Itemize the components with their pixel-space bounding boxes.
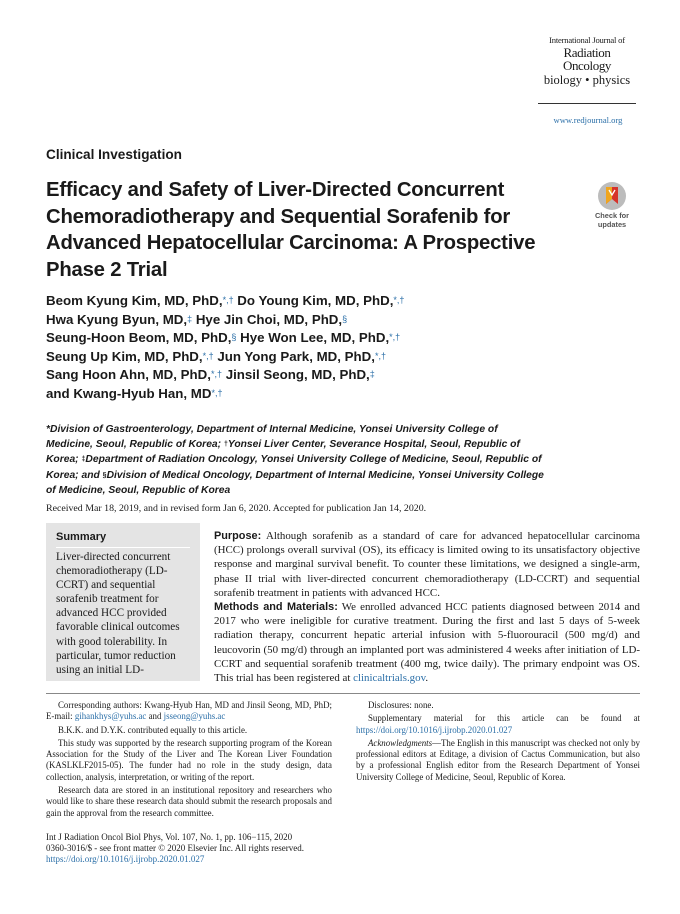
author-affiliation-mark[interactable]: *,† [374, 350, 386, 361]
author-name: Hwa Kyung Byun, MD, [46, 311, 188, 327]
affiliation-3: Department of Radiation Oncology, Yonsei University College of Medicine, Seoul, Republic of Korea; and [46, 454, 542, 481]
journal-url-link[interactable]: www.redjournal.org [553, 115, 623, 125]
badge-text-line2: updates [597, 219, 627, 229]
supplementary-text: Supplementary material for this article can be found at [368, 713, 640, 724]
author-name: Sang Hoon Ahn, MD, PhD, [46, 367, 211, 383]
badge-text [587, 212, 637, 229]
bookmark-icon [604, 187, 620, 205]
doi-link[interactable]: https://doi.org/10.1016/j.ijrobp.2020.01.027 [46, 854, 205, 865]
citation [46, 832, 346, 866]
affiliation-1: *Division of Gastroenterology, Department of Internal Medicine, Yonsei University College of Medicine, Seoul, Republic of Korea; [46, 424, 498, 451]
author-affiliation-mark[interactable]: ‡ [369, 369, 375, 380]
methods-heading: Methods and Materials: [214, 601, 338, 614]
clinicaltrials-link[interactable]: clinicaltrials.gov [353, 672, 426, 685]
purpose-heading: Purpose: [214, 530, 262, 542]
author-affiliation-mark[interactable]: *,† [211, 387, 223, 398]
acknowledgments-note [356, 738, 640, 783]
journal-name-line1: International Journal of [549, 35, 625, 45]
acknowledgments-label: Acknowledgments [368, 737, 433, 748]
journal-biology: biology [543, 72, 583, 87]
author-name: Jun Yong Park, MD, PhD, [217, 348, 375, 364]
author-affiliation-mark[interactable]: *,† [202, 350, 214, 361]
summary-title: Summary [56, 531, 107, 543]
acknowledgments-text: —The English in this manuscript was checked not only by professional editors at Editage, a division of Cactus Communication, but also by a professional English editor from the Research Department of Yonsei University College of Medicine, Seoul, Republic of Korea. [356, 737, 640, 782]
author-name: Do Young Kim, MD, PhD, [237, 293, 394, 308]
author-affiliation-mark[interactable]: § [342, 313, 348, 324]
author-affiliation-mark[interactable]: ‡ [187, 313, 193, 324]
author-affiliation-mark[interactable]: *,† [393, 295, 405, 305]
author-affiliation-mark[interactable]: *,† [210, 369, 222, 380]
funding-note: This study was supported by the research supporting program of the Korean Association for the Study of the Liver and The Korean Liver Foundation (KASLKLF2015-05). The funder had no role in the study design, data collection, analysis, interpretation, or writing of the report. [46, 737, 332, 782]
author-affiliation-mark[interactable]: § [231, 332, 237, 343]
footnotes-right [356, 700, 640, 785]
author-name: and Kwang-Hyub Han, MD [46, 385, 212, 401]
supplementary-note [356, 713, 640, 736]
methods-end: . [425, 672, 429, 685]
author-affiliation-mark[interactable]: *,† [389, 332, 401, 343]
journal-logo [539, 36, 635, 86]
email-link[interactable]: jsseong@yuhs.ac [163, 711, 226, 722]
supplementary-link[interactable]: https://doi.org/10.1016/j.ijrobp.2020.01.027 [356, 724, 513, 735]
author-name: Seung-Hoon Beom, MD, PhD, [46, 330, 232, 346]
affiliation-2: Yonsei Liver Center, Severance Hospital, Seoul, Republic of Korea; [46, 439, 520, 466]
author-name: Hye Jin Choi, MD, PhD, [195, 311, 343, 327]
author-affiliation-mark[interactable]: *,† [222, 295, 234, 305]
affiliations [46, 422, 546, 498]
citation-line1: Int J Radiation Oncol Biol Phys, Vol. 107, No. 1, pp. 106−115, 2020 [46, 832, 293, 842]
received-dates: Received Mar 18, 2019, and in revised form Jan 6, 2020. Accepted for publication Jan 14, 2020. [46, 503, 427, 514]
purpose-text: Although sorafenib as a standard of care for advanced hepatocellular carcinoma (HCC) prolongs overall survival (OS), its efficacy is limited owing to its unsatisfactory objective response and marginal survival benefit. To counter these limitations, we designed a single-arm, phase II trial with liver-directed concurrent chemoradiotherapy (LD-CCRT) and sequential sorafenib treatment in patients with advanced HCC. [214, 530, 640, 599]
author-list [46, 292, 496, 404]
section-label: Clinical Investigation [46, 147, 182, 162]
journal-bullet: • [585, 72, 590, 87]
affiliation-4: Division of Medical Oncology, Department of Internal Medicine, Yonsei University College of Medicine, Seoul, Republic of Korea [46, 469, 544, 496]
author-name: Beom Kyung Kim, MD, PhD, [46, 293, 223, 308]
summary-box [46, 523, 200, 681]
abstract [214, 529, 640, 685]
author-name: Jinsil Seong, MD, PhD, [225, 367, 370, 383]
author-name: Seung Up Kim, MD, PhD, [46, 348, 203, 364]
journal-physics: physics [592, 72, 631, 87]
methods-text: We enrolled advanced HCC patients diagnosed between 2014 and 2017 who were ineligible for curative treatment. During the first and last 5 days of 5-week radiation therapy, concurrent hepatic arterial infusion with 5-fluorouracil (500 mg/d) and leucovorin (50 mg/d) through an implanted port was administered 4 weeks after initiation of LD-CCRT and sequential sorafenib treatment (400 mg, twice daily). The primary endpoint was OS. This trial has been registered at [214, 601, 640, 685]
journal-name-line2: Radiation Oncology [562, 44, 612, 73]
footnotes-left [46, 700, 332, 821]
citation-line2: 0360-3016/$ - see front matter © 2020 Elsevier Inc. All rights reserved. [46, 843, 305, 854]
disclosures-note: Disclosures: none. [368, 700, 434, 710]
article-title: Efficacy and Safety of Liver-Directed Concurrent Chemoradiotherapy and Sequential Sorafenib for Advanced Hepatocellular Carcinoma: A Prospective Phase 2 Trial [46, 179, 536, 281]
badge-text-line1: Check for [594, 211, 630, 220]
affiliation-mark: § [102, 471, 107, 479]
email-link[interactable]: gihankhys@yuhs.ac [74, 711, 147, 722]
contribution-note: B.K.K. and D.Y.K. contributed equally to this article. [58, 724, 248, 735]
and-text: and [148, 711, 162, 722]
footnotes-divider [46, 693, 640, 694]
journal-name-line3 [539, 74, 635, 87]
affiliation-mark: † [223, 441, 228, 449]
check-for-updates-badge[interactable] [587, 181, 637, 233]
corresponding-authors [46, 700, 332, 723]
summary-text: Liver-directed concurrent chemoradiotherapy (LD-CCRT) and sequential sorafenib treatment for advanced HCC provided favorable clinical outcomes with good tolerability. In particular, tumor reduction using an initial LD- [56, 551, 180, 676]
affiliation-mark: ‡ [81, 456, 86, 464]
data-availability-note: Research data are stored in an institutional repository and researchers who would like to share these research data should submit the research proposals and gain the approval from the research committee. [46, 785, 332, 818]
summary-rule [56, 547, 190, 548]
author-name: Hye Won Lee, MD, PhD, [240, 330, 390, 346]
corresponding-text: Corresponding authors: Kwang-Hyub Han, MD and Jinsil Seong, MD, PhD; E-mail: [46, 700, 332, 722]
journal-rule [538, 103, 636, 104]
